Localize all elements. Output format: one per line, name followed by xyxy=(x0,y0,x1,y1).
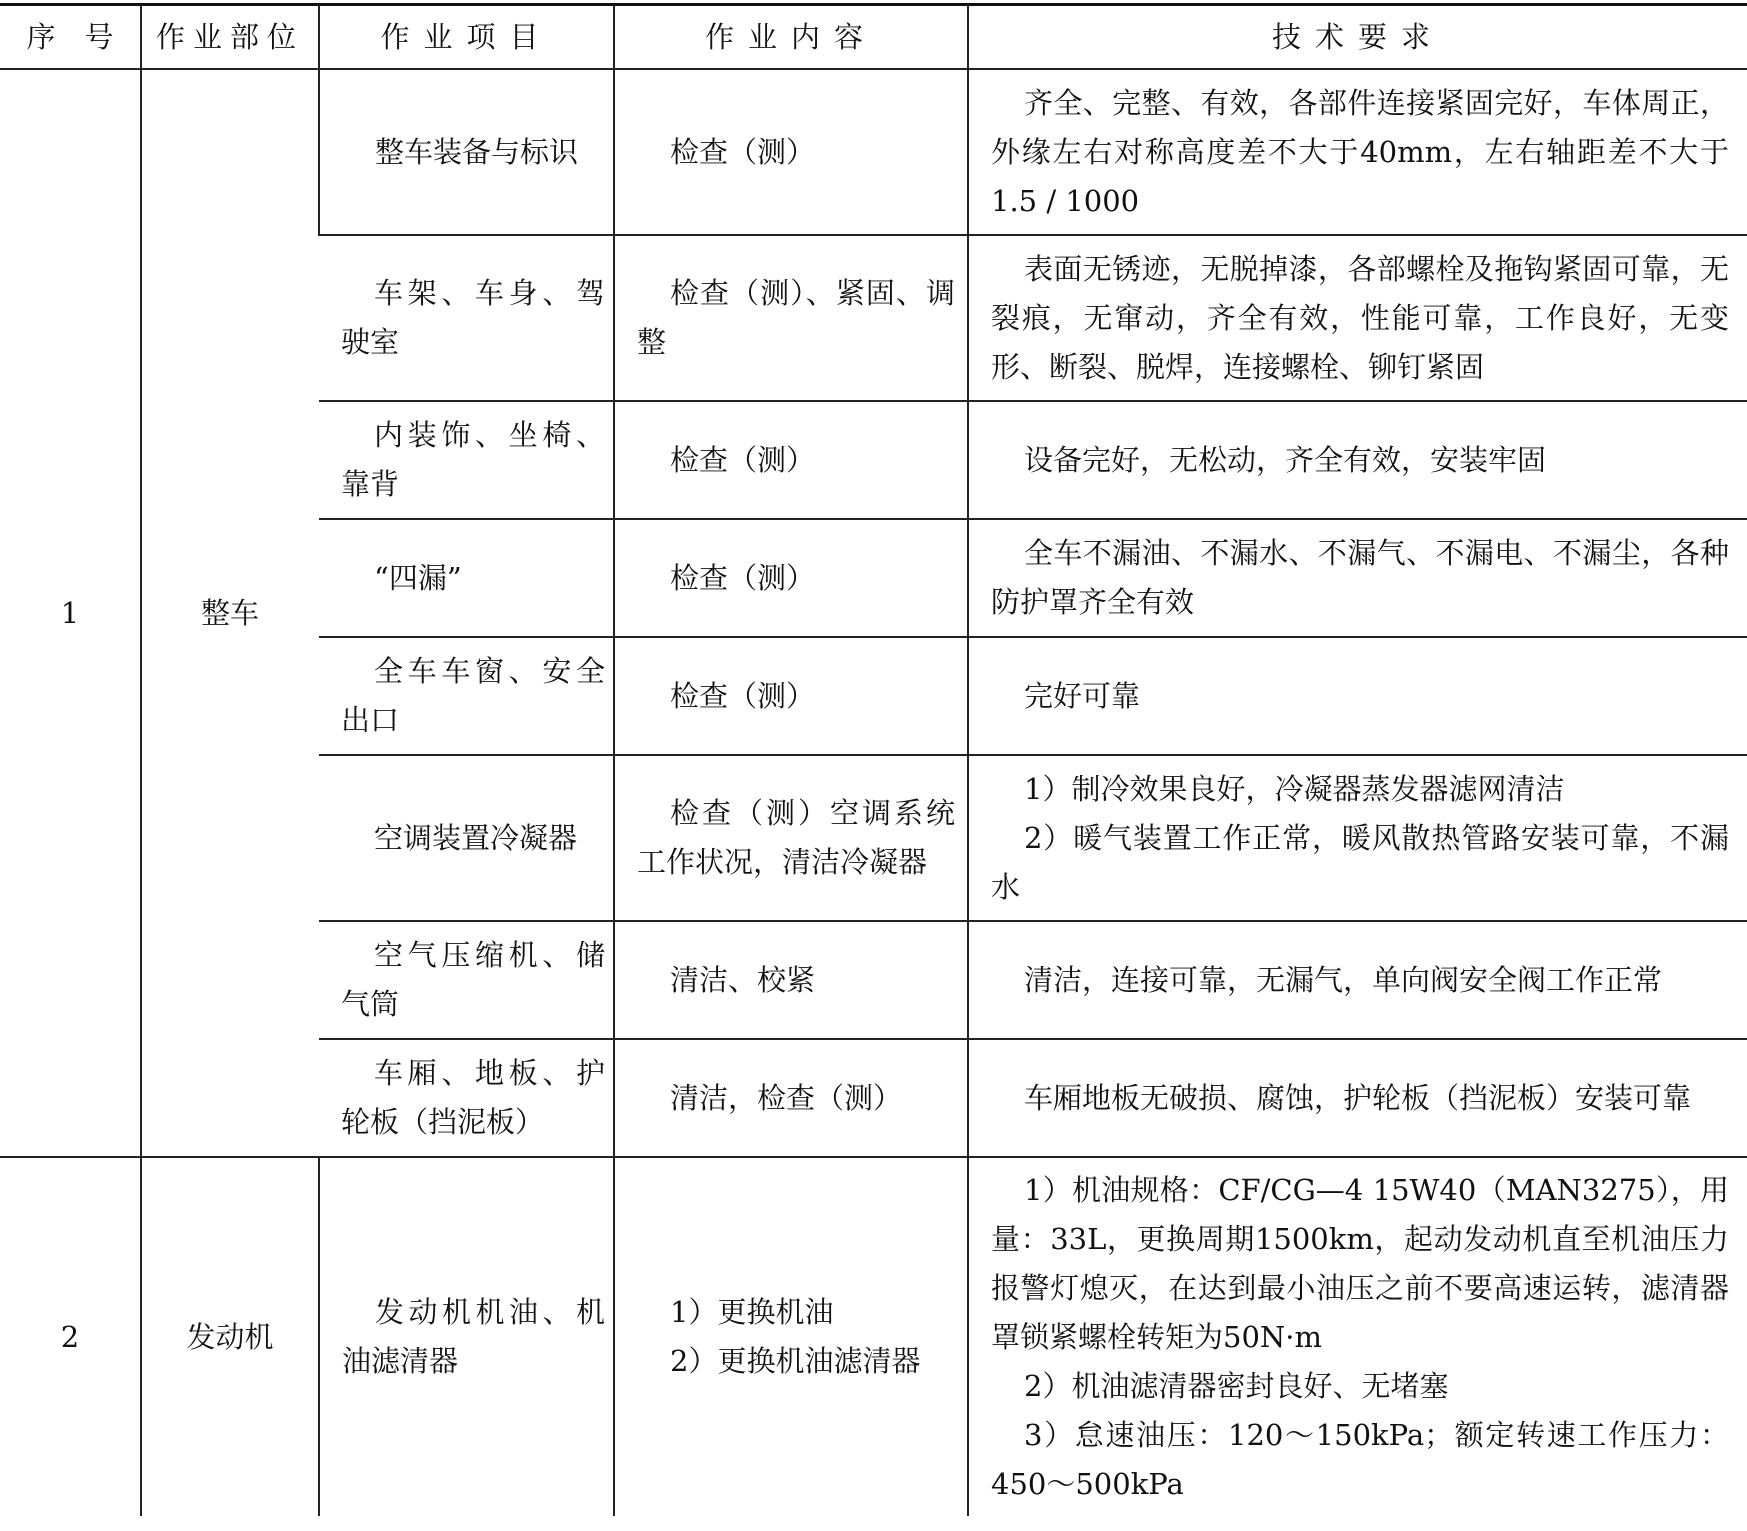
content-text: 检查（测） xyxy=(670,560,816,595)
requirement-text: 齐全、完整、有效，各部件连接紧固完好，车体周正，外缘左右对称高度差不大于40mm，左右轴距差不大于1.5 / 1000 xyxy=(991,85,1729,218)
item-text: 全车车窗、安全出口 xyxy=(341,654,605,737)
content-text: 1）更换机油 xyxy=(670,1295,834,1329)
item-cell xyxy=(319,1157,614,1516)
content-text: 检查（测）、紧固、调整 xyxy=(637,276,955,359)
item-text: “四漏” xyxy=(374,560,462,595)
requirement-cell xyxy=(968,755,1747,921)
item-text: 空调装置冷凝器 xyxy=(374,820,578,855)
table-row xyxy=(0,1157,1747,1516)
seq-cell: 1 xyxy=(0,69,141,1157)
item-cell xyxy=(319,637,614,755)
item-text: 整车装备与标识 xyxy=(375,134,579,169)
content-text: 清洁、校紧 xyxy=(670,962,816,997)
requirement-cell xyxy=(968,401,1747,519)
content-cell xyxy=(614,69,968,235)
header-seq: 序 号 xyxy=(0,5,141,70)
requirement-text: 1）机油规格：CF/CG—4 15W40（MAN3275），用量：33L，更换周期1500km，起动发动机直至机油压力报警灯熄灭，在达到最小油压之前不要高速运转，滤清器罩锁紧螺栓转矩为50N·m xyxy=(991,1172,1729,1354)
content-cell xyxy=(614,401,968,519)
requirement-cell xyxy=(968,235,1747,401)
part-cell: 整车 xyxy=(141,69,319,1157)
part-cell: 发动机 xyxy=(141,1157,319,1516)
content-text: 检查（测）空调系统工作状况，清洁冷凝器 xyxy=(637,796,955,879)
item-text: 车架、车身、驾驶室 xyxy=(341,276,605,359)
item-cell xyxy=(319,1039,614,1157)
content-cell xyxy=(614,519,968,637)
requirement-cell xyxy=(968,69,1747,235)
content-cell xyxy=(614,235,968,401)
content-cell xyxy=(614,1039,968,1157)
item-text: 内装饰、坐椅、靠背 xyxy=(341,418,605,501)
item-cell xyxy=(319,235,614,401)
requirement-text: 3）怠速油压：120～150kPa；额定转速工作压力：450～500kPa xyxy=(991,1417,1729,1501)
content-text: 检查（测） xyxy=(670,678,816,713)
header-part: 作业部位 xyxy=(141,5,319,70)
content-text: 检查（测） xyxy=(670,442,816,477)
requirement-cell xyxy=(968,1039,1747,1157)
content-text: 清洁，检查（测） xyxy=(670,1080,903,1115)
table-row xyxy=(0,69,1747,235)
requirement-cell xyxy=(968,519,1747,637)
maintenance-spec-table xyxy=(0,3,1747,1516)
header-content: 作业内容 xyxy=(614,5,968,70)
header-requirement: 技术要求 xyxy=(968,5,1747,70)
requirement-text: 2）暖气装置工作正常，暖风散热管路安装可靠，不漏水 xyxy=(991,820,1729,904)
item-text: 发动机机油、机油滤清器 xyxy=(342,1295,605,1378)
seq-cell: 2 xyxy=(60,1319,80,1354)
table-header-row xyxy=(0,5,1747,70)
item-text: 空气压缩机、储气筒 xyxy=(341,938,605,1021)
content-cell xyxy=(614,1157,968,1516)
content-cell xyxy=(614,755,968,921)
header-item: 作业项目 xyxy=(319,5,614,70)
requirement-text: 清洁，连接可靠，无漏气，单向阀安全阀工作正常 xyxy=(1024,962,1663,997)
item-cell xyxy=(319,519,614,637)
requirement-text: 完好可靠 xyxy=(1024,678,1141,713)
item-cell xyxy=(319,69,614,235)
requirement-text: 全车不漏油、不漏水、不漏气、不漏电、不漏尘，各种防护罩齐全有效 xyxy=(991,536,1729,619)
item-cell xyxy=(319,401,614,519)
requirement-cell xyxy=(968,921,1747,1039)
requirement-text: 表面无锈迹，无脱掉漆，各部螺栓及拖钩紧固可靠，无裂痕，无窜动，齐全有效，性能可靠，工作良好，无变形、断裂、脱焊，连接螺栓、铆钉紧固 xyxy=(991,251,1729,384)
item-text: 车厢、地板、护轮板（挡泥板） xyxy=(341,1056,605,1139)
content-cell xyxy=(614,637,968,755)
item-cell xyxy=(319,755,614,921)
item-cell xyxy=(319,921,614,1039)
requirement-text: 车厢地板无破损、腐蚀，护轮板（挡泥板）安装可靠 xyxy=(1024,1080,1692,1115)
requirement-text: 2）机油滤清器密封良好、无堵塞 xyxy=(1024,1368,1449,1403)
content-cell xyxy=(614,921,968,1039)
requirement-text: 1）制冷效果良好，冷凝器蒸发器滤网清洁 xyxy=(1024,771,1565,806)
content-text: 检查（测） xyxy=(670,134,816,169)
requirement-cell xyxy=(968,1157,1747,1516)
content-text: 2）更换机油滤清器 xyxy=(670,1344,921,1378)
requirement-text: 设备完好，无松动，齐全有效，安装牢固 xyxy=(1024,442,1547,477)
requirement-cell xyxy=(968,637,1747,755)
